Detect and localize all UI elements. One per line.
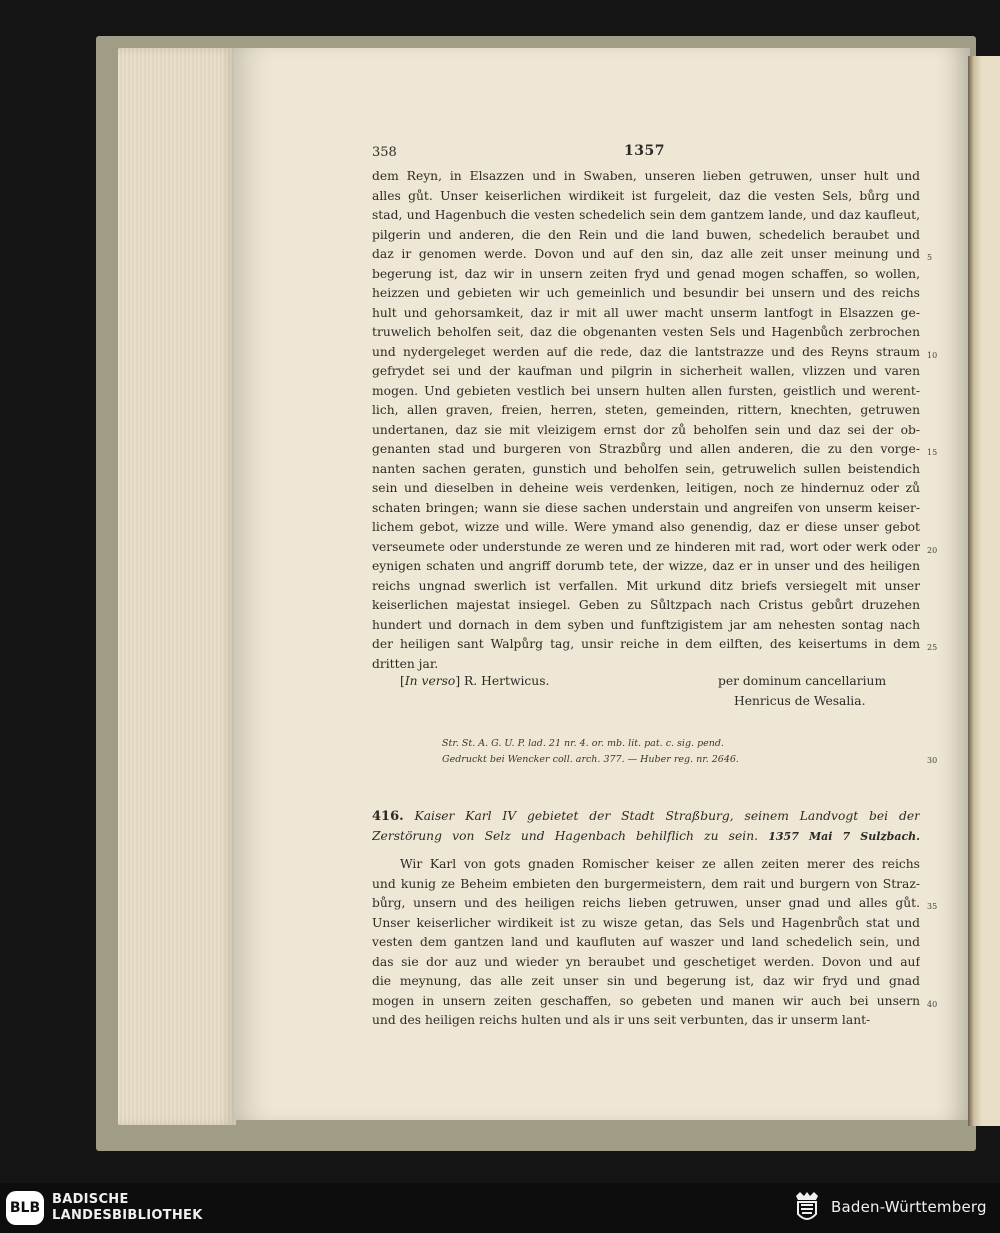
entry-body: [372, 855, 938, 1031]
text-line: und nydergeleget werden auf die rede, daz die lantstrazze und des Reyns straum: [372, 344, 920, 359]
text-line: nanten sachen geraten, gunstich und beholfen sein, getruwelich sullen beistendich: [372, 461, 920, 476]
text-line: der heiligen sant Walpůrg tag, unsir reiche in dem eilften, des keisertums in dem: [372, 637, 920, 651]
verso-label: In verso: [404, 674, 456, 688]
library-name-line-1: BADISCHE: [52, 1192, 129, 1207]
text-line: heizzen und gebieten wir uch gemeinlich und besundir bei unsern und des reichs: [372, 286, 920, 300]
signer-name: R. Hertwicus.: [464, 674, 550, 688]
text-line: hundert und dornach in dem syben und funftzigistem jar am nehesten sontag nach: [372, 617, 920, 632]
text-line: reichs ungnad swerlich ist verfallen. Mit urkund ditz briefs versiegelt mit unser: [372, 578, 920, 593]
text-line: Unser keiserlicher wirdikeit ist zu wisze getan, das Sels und Hagenbrůch stat und: [372, 915, 920, 930]
text-line: vesten dem gantzen land und kaufluten auf waszer und land schedelich sein, und: [372, 935, 920, 949]
chancery-note: per dominum cancellarium: [718, 674, 887, 688]
signature-block: [372, 674, 920, 713]
entry-date: 1357 Mai 7 Sulzbach.: [768, 829, 920, 843]
text-line: lichem gebot, wizze und wille. Were ymand also genendig, daz er diese unser gebot: [372, 520, 920, 534]
line-number: 20: [927, 545, 938, 555]
text-line: undertanen, daz sie mit vleizigem ernst dor zů beholfen sein und daz sei der ob-: [372, 422, 920, 437]
line-number: 25: [927, 643, 938, 652]
facing-page-edge: [968, 56, 1000, 1126]
text-line: pilgerin und anderen, die den Rein und die land buwen, schedelich beraubet und: [372, 227, 920, 242]
library-name-line-2: LANDESBIBLIOTHEK: [52, 1208, 203, 1223]
text-line: keiserlichen majestat insiegel. Geben zu Sůltzpach nach Cristus gebůrt druzehen: [372, 598, 920, 612]
entry-heading: [372, 806, 920, 845]
reference-line-1: Str. St. A. G. U. P. lad. 21 nr. 4. or. mb. lit. pat. c. sig. pend.: [442, 738, 725, 749]
entry-title-1: Kaiser Karl IV gebietet der Stadt Straßburg, seinem Landvogt bei der: [414, 809, 920, 823]
text-line: das sie dor auz und wieder yn beraubet und geschetiget werden. Dovon und auf: [372, 954, 920, 969]
page-content: [372, 143, 938, 1031]
text-line: mogen in unsern zeiten geschaffen, so gebeten und manen wir auch bei unsern: [372, 993, 920, 1008]
line-number: 35: [927, 902, 938, 911]
page-number: 358: [372, 145, 397, 160]
text-line: truwelich beholfen seit, daz die obgenanten vesten Sels und Hagenbůch zerbrochen: [372, 325, 920, 339]
year-heading: 1357: [624, 143, 665, 159]
entry-title-2: Zerstörung von Selz und Hagenbach behilflich zu sein.: [372, 828, 759, 843]
charter-text: [372, 167, 938, 674]
library-name[interactable]: [52, 1192, 203, 1224]
line-number: 5: [927, 253, 933, 262]
text-line: lich, allen graven, freien, herren, steten, gemeinden, rittern, knechten, getruwen: [372, 403, 920, 417]
text-line: mogen. Und gebieten vestlich bei unsern hulten allen fursten, geistlich und werent-: [372, 383, 920, 398]
text-line: hult und gehorsamkeit, daz ir mit all uwer macht unserm lantfogt in Elsazzen ge-: [372, 305, 920, 320]
text-line: eynigen schaten und angriff dorumb tete, der wizze, daz er in unser und des heiligen: [372, 559, 920, 573]
source-references: [442, 736, 938, 768]
text-line: Wir Karl von gots gnaden Romischer keiser ze allen zeiten merer des reichs: [400, 857, 920, 871]
text-line: die meynung, das alle zeit unser sin und begerung ist, daz wir fryd und gnad: [372, 974, 920, 988]
line-number: 30: [927, 756, 938, 765]
text-line: bůrg, unsern und des heiligen reichs lieben getruwen, unser gnad und alles gůt.: [372, 896, 920, 910]
line-number: 10: [927, 350, 938, 360]
state-name[interactable]: Baden-Württemberg: [831, 1198, 987, 1216]
blb-logo[interactable]: BLB: [6, 1191, 44, 1225]
text-line: alles gůt. Unser keiserlichen wirdikeit ist furgeleit, daz die vesten Sels, bůrg und: [372, 188, 920, 203]
text-line: schaten bringen; wann sie diese sachen understain und angreifen von unserm keiser-: [372, 500, 920, 515]
text-line: daz ir genomen werde. Dovon und auf den sin, daz alle zeit unser meinung und: [372, 247, 920, 261]
text-line: begerung ist, daz wir in unsern zeiten fryd und genad mogen schaffen, so wollen,: [372, 266, 920, 281]
line-number: 15: [927, 448, 938, 457]
verso-note: [In verso] R. Hertwicus.: [400, 674, 550, 688]
chancery-name: Henricus de Wesalia.: [734, 693, 866, 708]
page-edges: [118, 48, 236, 1125]
entry-number: 416.: [372, 809, 404, 824]
line-number: 40: [927, 999, 938, 1009]
text-line: und kunig ze Beheim embieten den burgermeistern, dem rait und burgern von Straz-: [372, 876, 920, 891]
text-line: gefrydet sei und der kaufman und pilgrin in sicherheit wallen, vlizzen und varen: [372, 364, 920, 378]
running-head: [372, 145, 920, 167]
reference-line-2: Gedruckt bei Wencker coll. arch. 377. — Huber reg. nr. 2646.: [442, 754, 739, 765]
text-line: sein und dieselben in deheine weis verdenken, leitigen, noch ze hindernuz oder zů: [372, 481, 920, 495]
footer-bar: [0, 1183, 1000, 1233]
text-line: stad, und Hagenbuch die vesten schedelich sein dem gantzem lande, und daz kaufleut,: [372, 208, 920, 222]
text-line: und des heiligen reichs hulten und als ir uns seit verbunten, das ir unserm lant-: [372, 1013, 871, 1027]
text-line: dritten jar.: [372, 656, 439, 671]
text-line: verseumete oder understunde ze weren und ze hinderen mit rad, wort oder werk oder: [372, 539, 920, 554]
text-line: dem Reyn, in Elsazzen und in Swaben, unseren lieben getruwen, unser hult und: [372, 169, 920, 183]
coat-of-arms-icon: [792, 1190, 822, 1226]
text-line: genanten stad und burgeren von Strazbůrg und allen anderen, die zu den vorge-: [372, 442, 920, 456]
